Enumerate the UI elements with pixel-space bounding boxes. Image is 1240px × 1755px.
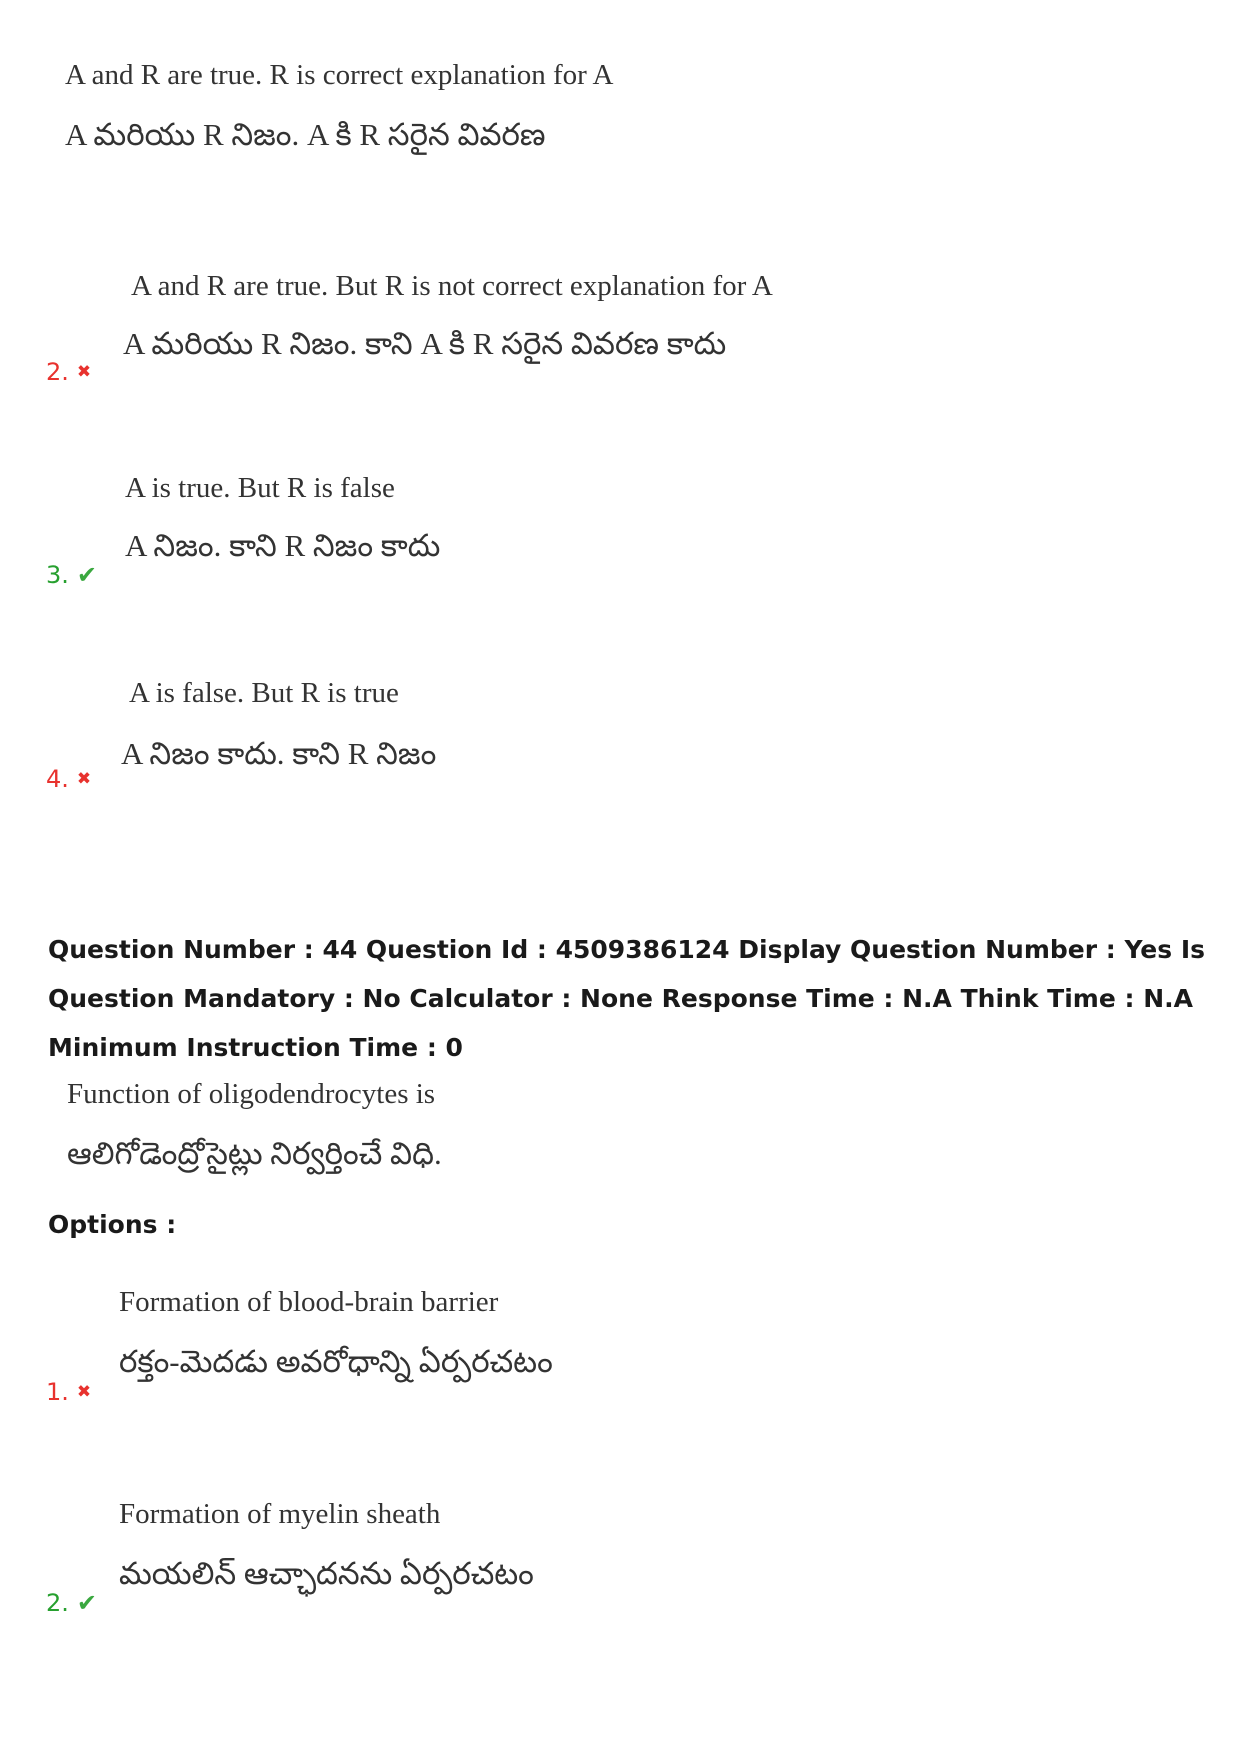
prev-option-3-telugu: A నిజం. కాని R నిజం కాదు <box>125 528 441 563</box>
option-number: 3. <box>46 561 69 589</box>
option-1-english: Formation of blood-brain barrier <box>119 1286 499 1318</box>
prev-option-4-telugu: A నిజం కాదు. కాని R నిజం <box>121 736 437 771</box>
question-metadata: Question Number : 44 Question Id : 4509386124 Display Question Number : Yes Is Question Mandatory : No Calculator : None Response Time : N.A Think Time : N.A Minimum Instruction Time : 0 <box>48 935 1206 1062</box>
prev-option-3-marker <box>46 561 97 589</box>
prev-option-3-english: A is true. But R is false <box>125 472 395 504</box>
option-number: 1. <box>46 1378 69 1406</box>
option-2-telugu: మయలిన్ ఆచ్ఛాదనను ఏర్పరచటం <box>119 1556 534 1591</box>
option-2-marker <box>46 1589 97 1617</box>
question-text-telugu: ఆలిగోడెంద్రోసైట్లు నిర్వర్తించే విధి. <box>67 1136 442 1171</box>
option-1-telugu: రక్తం-మెదడు అవరోధాన్ని ఏర్పరచటం <box>119 1344 553 1379</box>
prev-option-1-telugu: A మరియు R నిజం. A కి R సరైన వివరణ <box>65 117 546 152</box>
check-icon: ✔ <box>76 561 98 589</box>
prev-option-1-english: A and R are true. R is correct explanation for A <box>65 59 614 91</box>
prev-option-4-marker <box>46 765 91 793</box>
option-2-english: Formation of myelin sheath <box>119 1498 441 1530</box>
prev-option-4-english: A is false. But R is true <box>129 677 399 709</box>
prev-option-2-english: A and R are true. But R is not correct explanation for A <box>131 270 773 302</box>
option-number: 2. <box>46 1589 69 1617</box>
prev-option-2-marker <box>46 358 91 386</box>
check-icon: ✔ <box>76 1589 98 1617</box>
cross-icon: ✖ <box>76 362 92 382</box>
option-1-marker <box>46 1378 91 1406</box>
option-number: 2. <box>46 358 69 386</box>
prev-option-2-telugu: A మరియు R నిజం. కాని A కి R సరైన వివరణ కాదు <box>123 326 727 361</box>
question-text-english: Function of oligodendrocytes is <box>67 1078 436 1110</box>
option-number: 4. <box>46 765 69 793</box>
cross-icon: ✖ <box>76 769 92 789</box>
cross-icon: ✖ <box>76 1382 92 1402</box>
options-label: Options : <box>48 1210 177 1239</box>
